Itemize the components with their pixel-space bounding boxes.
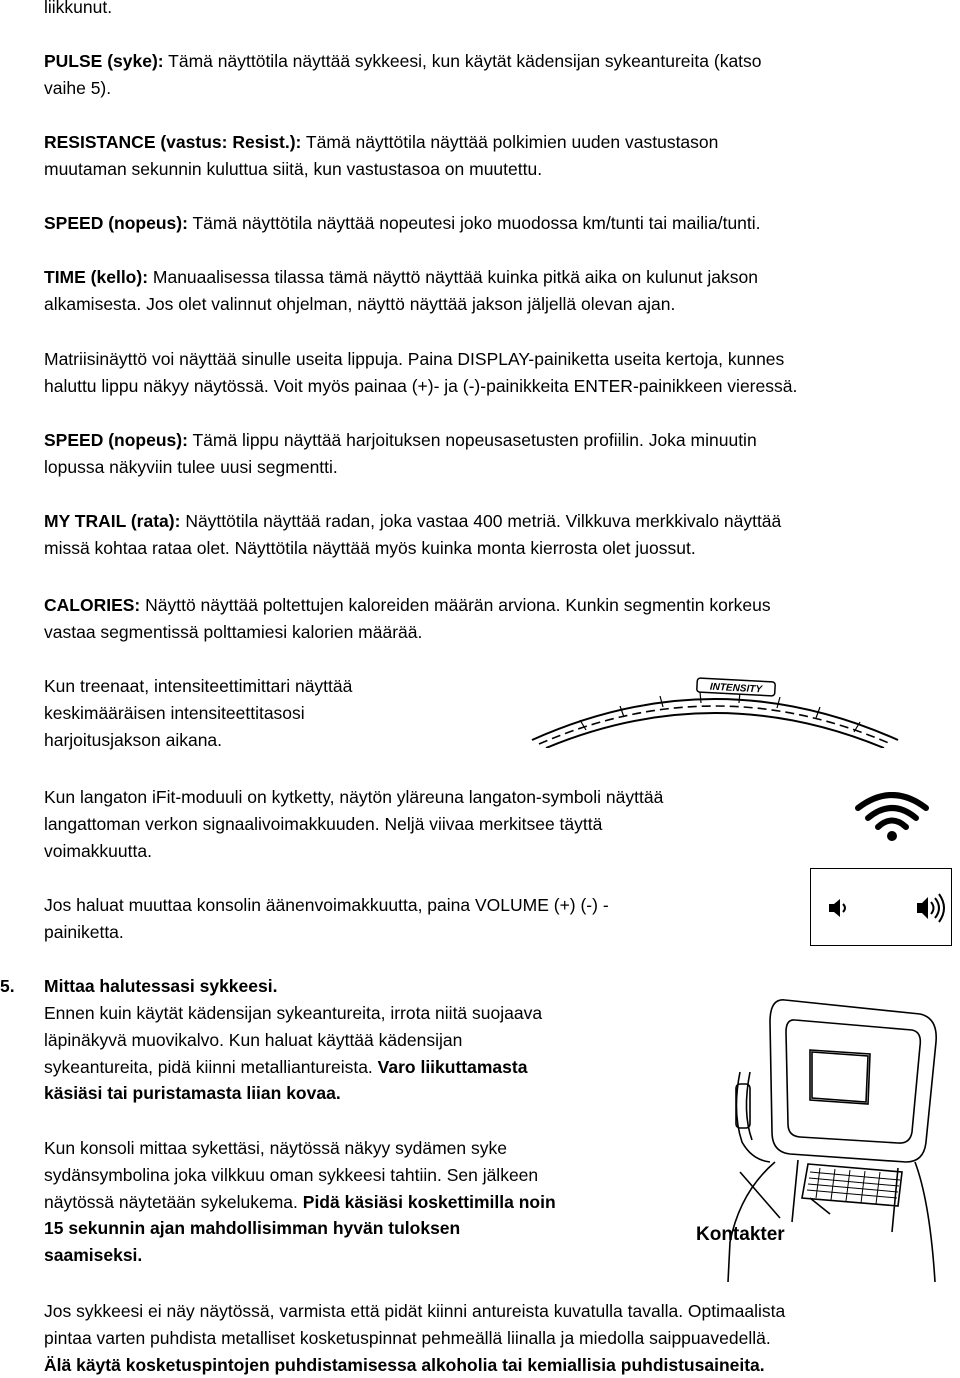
resistance-text-2: muutaman sekunnin kuluttua siitä, kun vastustasoa on muutettu.: [44, 158, 543, 179]
step5-text-3: sykeantureita, pidä kiinni metalliantureista.: [44, 1056, 378, 1077]
step-number: 5.: [0, 976, 15, 996]
step5-paragraph-2: [44, 1135, 556, 1269]
calories-paragraph: [44, 592, 771, 646]
speed-flag-paragraph: [44, 427, 757, 481]
contacts-label: Kontakter: [696, 1224, 785, 1245]
term-speed: SPEED (nopeus):: [44, 213, 188, 233]
step5-bold-1: Pidä käsiäsi koskettimilla noin: [302, 1191, 556, 1212]
step5-paragraph-1: [44, 1000, 542, 1107]
volume-text: Jos haluat muuttaa konsolin äänenvoimakkuutta, paina VOLUME (+) (-) -: [44, 895, 609, 915]
step5-warning-2: käsiäsi tai puristamasta liian kovaa.: [44, 1083, 341, 1104]
matrix-text: Matriisinäyttö voi näyttää sinulle useita lippuja. Paina DISPLAY-painiketta useita kertoja, kunnes: [44, 349, 785, 369]
step5-text-6: sydänsymbolina joka vilkkuu oman sykkeesi tahtiin. Sen jälkeen: [44, 1164, 539, 1185]
term-pulse: PULSE (syke):: [44, 51, 164, 71]
closing-paragraph: [44, 1298, 785, 1378]
time-text-2: alkamisesta. Jos olet valinnut ohjelman, näyttö näyttää jakson jäljellä olevan ajan.: [44, 293, 676, 314]
speed-paragraph: [44, 210, 761, 237]
step-title: Mittaa halutessasi sykkeesi.: [44, 976, 278, 996]
intensity-paragraph: [44, 673, 352, 753]
pulse-text: Tämä näyttötila näyttää sykkeesi, kun käytät kädensijan sykeantureita (katso: [163, 51, 762, 71]
calories-text-2: vastaa segmentissä polttamiesi kalorien määrää.: [44, 621, 423, 642]
term-speed-flag: SPEED (nopeus):: [44, 430, 188, 450]
step5-text-1: Ennen kuin käytät kädensijan sykeantureita, irrota niitä suojaava: [44, 1003, 543, 1023]
continued-text: liikkunut.: [44, 0, 113, 17]
term-trail: MY TRAIL (rata):: [44, 511, 181, 531]
step5-text-7: näytössä näytetään sykelukema.: [44, 1191, 303, 1212]
volume-text-2: painiketta.: [44, 921, 124, 942]
trail-text: Näyttötila näyttää radan, joka vastaa 400 metriä. Vilkkuva merkkivalo näyttää: [180, 511, 782, 531]
resistance-paragraph: [44, 129, 718, 183]
term-calories: CALORIES:: [44, 595, 141, 615]
wifi-text: Kun langaton iFit-moduuli on kytketty, näytön yläreuna langaton-symboli näyttää: [44, 787, 664, 807]
volume-icons-box: [810, 868, 952, 946]
wifi-icon: [852, 792, 932, 842]
term-time: TIME (kello):: [44, 267, 149, 287]
time-paragraph: [44, 264, 758, 318]
intensity-text-2: keskimääräisen intensiteettitasosi: [44, 702, 305, 723]
term-resistance: RESISTANCE (vastus: Resist.):: [44, 132, 302, 152]
pulse-text-2: vaihe 5).: [44, 77, 112, 98]
intensity-meter-icon: [520, 668, 910, 748]
step5-text-2: läpinäkyvä muovikalvo. Kun haluat käyttää kädensijan: [44, 1029, 463, 1050]
step5-bold-3: saamiseksi.: [44, 1245, 143, 1266]
console-contacts-image: [680, 992, 955, 1282]
intensity-text: Kun treenaat, intensiteettimittari näyttää: [44, 676, 353, 696]
speed-flag-text-2: lopussa näkyviin tulee uusi segmentti.: [44, 456, 338, 477]
matrix-paragraph: [44, 346, 797, 400]
step5-text-5: Kun konsoli mittaa sykettäsi, näytössä näkyy sydämen syke: [44, 1138, 507, 1158]
time-text: Manuaalisessa tilassa tämä näyttö näyttää kuinka pitkä aika on kulunut jakson: [148, 267, 758, 287]
resistance-text: Tämä näyttötila näyttää polkimien uuden vastustason: [301, 132, 719, 152]
matrix-text-2: haluttu lippu näkyy näytössä. Voit myös painaa (+)- ja (-)-painikkeita ENTER-painikkeen vieressä.: [44, 375, 798, 396]
closing-warning: Älä käytä kosketuspintojen puhdistamisessa alkoholia tai kemiallisia puhdistusaineita.: [44, 1354, 765, 1375]
step5-bold-2: 15 sekunnin ajan mahdollisimman hyvän tuloksen: [44, 1218, 461, 1239]
step5-warning-1: Varo liikuttamasta: [377, 1056, 528, 1077]
volume-high-icon: [915, 893, 949, 923]
volume-low-icon: [827, 897, 849, 919]
closing-text-1: Jos sykkeesi ei näy näytössä, varmista että pidät kiinni antureista kuvatulla tavalla. Optimaalista: [44, 1301, 786, 1321]
intensity-label: INTENSITY: [709, 681, 763, 696]
wifi-paragraph: [44, 784, 663, 864]
calories-text: Näyttö näyttää poltettujen kaloreiden määrän arviona. Kunkin segmentin korkeus: [140, 595, 771, 615]
speed-flag-text: Tämä lippu näyttää harjoituksen nopeusasetusten profiilin. Joka minuutin: [187, 430, 757, 450]
trail-paragraph: [44, 508, 781, 562]
trail-text-2: missä kohtaa rataa olet. Näyttötila näyttää myös kuinka monta kierrosta olet juossut.: [44, 537, 696, 558]
wifi-text-2: langattoman verkon signaalivoimakkuuden. Neljä viivaa merkitsee täyttä: [44, 813, 603, 834]
pulse-paragraph: [44, 48, 762, 102]
closing-text-2: pintaa varten puhdista metalliset kosketuspinnat pehmeällä liinalla ja miedolla saippuavedellä.: [44, 1327, 771, 1348]
wifi-text-3: voimakkuutta.: [44, 840, 152, 861]
volume-paragraph: [44, 892, 609, 946]
intensity-text-3: harjoitusjakson aikana.: [44, 729, 223, 750]
speed-text: Tämä näyttötila näyttää nopeutesi joko muodossa km/tunti tai mailia/tunti.: [187, 213, 761, 233]
